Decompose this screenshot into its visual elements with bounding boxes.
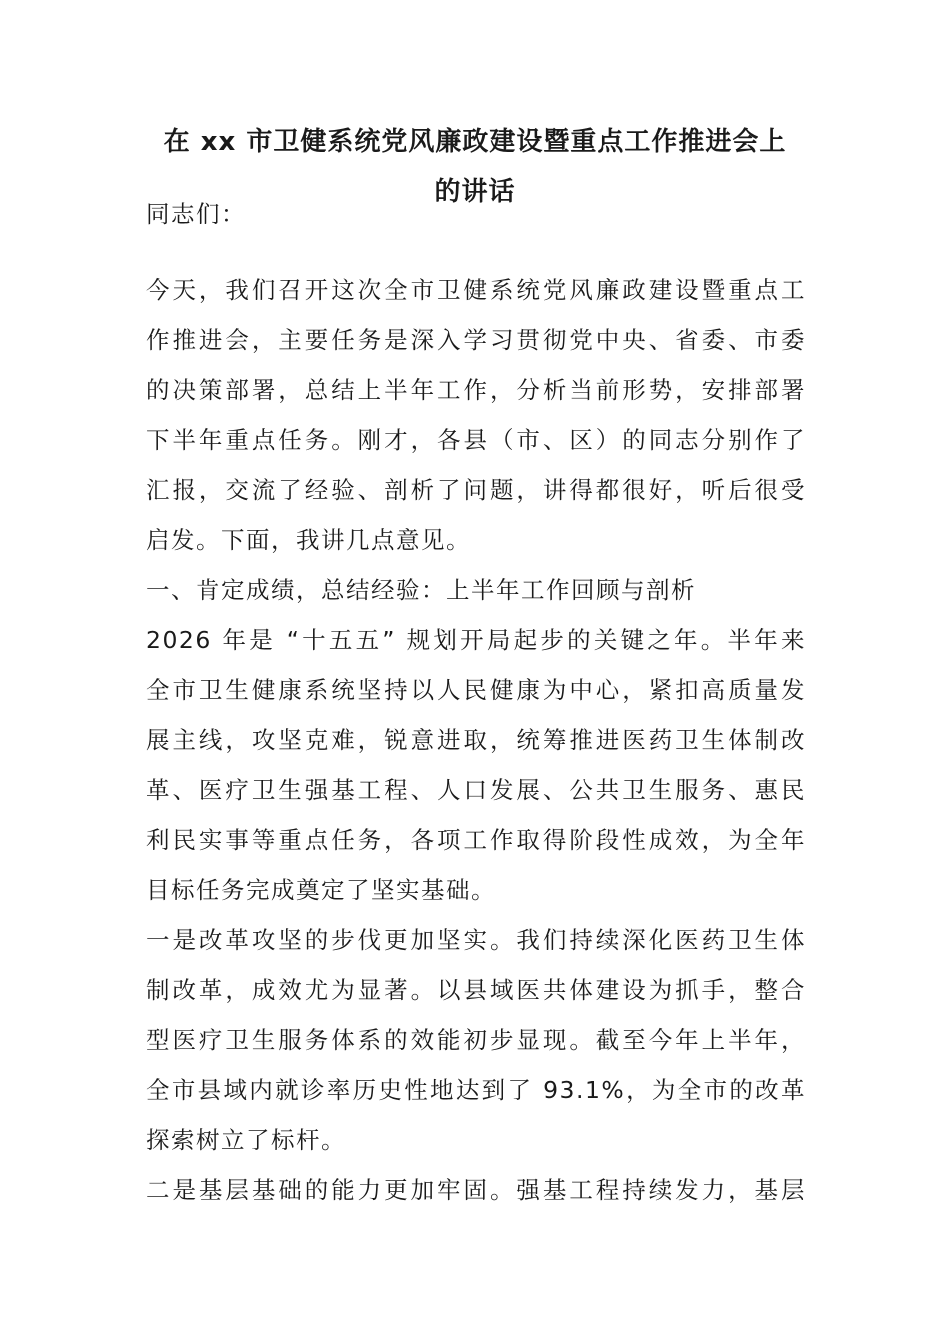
section-heading: 一、肯定成绩，总结经验：上半年工作回顾与剖析	[146, 576, 696, 604]
body-line: 目标任务完成奠定了坚实基础。	[146, 876, 496, 904]
body-line: 革、医疗卫生强基工程、人口发展、公共卫生服务、惠民	[146, 776, 806, 804]
body-line: 启发。下面，我讲几点意见。	[146, 526, 471, 554]
body-line: 今天，我们召开这次全市卫健系统党风廉政建设暨重点工	[146, 276, 806, 304]
body-line: 2026 年是 “十五五” 规划开局起步的关键之年。半年来	[146, 626, 806, 654]
body-line: 的决策部署，总结上半年工作，分析当前形势，安排部署	[146, 376, 806, 404]
body-line: 展主线，攻坚克难，锐意进取，统筹推进医药卫生体制改	[146, 726, 806, 754]
body-line: 全市卫生健康系统坚持以人民健康为中心，紧扣高质量发	[146, 676, 806, 704]
body-line: 全市县域内就诊率历史性地达到了 93.1%，为全市的改革	[146, 1076, 806, 1104]
document-title-line-1: 在 xx 市卫健系统党风廉政建设暨重点工作推进会上	[163, 127, 787, 157]
body-line: 探索树立了标杆。	[146, 1126, 346, 1154]
document-title-line-2: 的讲话	[434, 177, 516, 207]
body-line: 制改革，成效尤为显著。以县域医共体建设为抓手，整合	[146, 976, 806, 1004]
body-line: 型医疗卫生服务体系的效能初步显现。截至今年上半年，	[146, 1026, 806, 1054]
salutation: 同志们：	[146, 200, 246, 228]
body-line: 二是基层基础的能力更加牢固。强基工程持续发力，基层	[146, 1176, 806, 1204]
body-line: 利民实事等重点任务，各项工作取得阶段性成效，为全年	[146, 826, 806, 854]
body-line: 作推进会，主要任务是深入学习贯彻党中央、省委、市委	[146, 326, 806, 354]
body-line: 汇报，交流了经验、剖析了问题，讲得都很好，听后很受	[146, 476, 806, 504]
body-line: 一是改革攻坚的步伐更加坚实。我们持续深化医药卫生体	[146, 926, 806, 954]
body-line: 下半年重点任务。刚才，各县（市、区）的同志分别作了	[146, 426, 806, 454]
